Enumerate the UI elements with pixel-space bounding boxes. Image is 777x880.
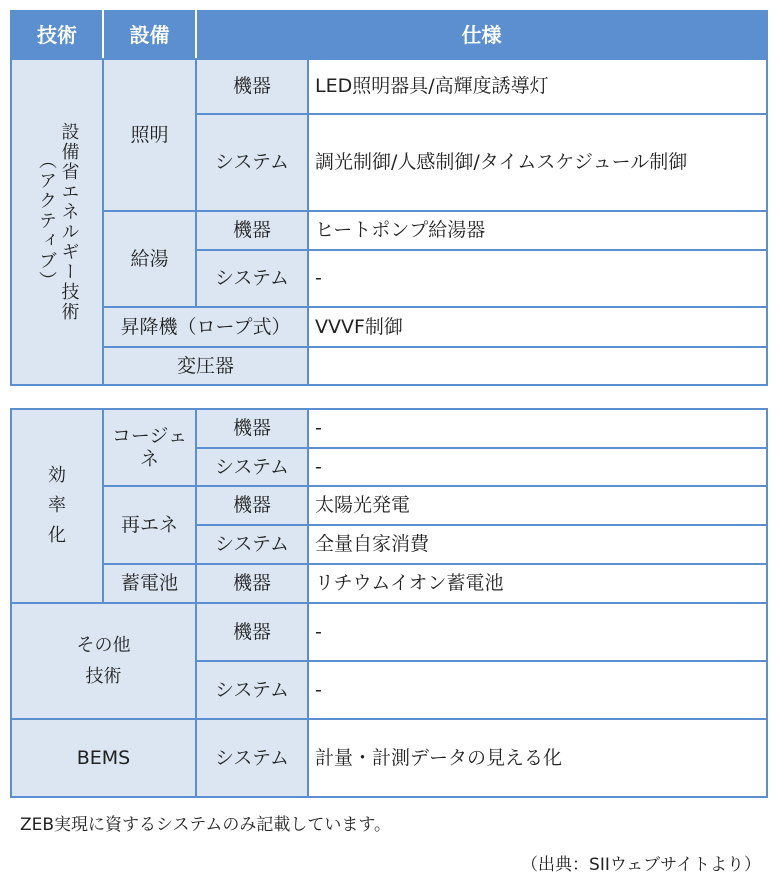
- equip-transformer: 変圧器: [103, 347, 308, 385]
- efficiency-table: [10, 408, 768, 798]
- cogen-system-spec: -: [308, 448, 767, 486]
- header-spec: 仕様: [196, 11, 767, 59]
- hotwater-device-label: 機器: [196, 211, 308, 250]
- battery-device-spec: リチウムイオン蓄電池: [308, 564, 767, 603]
- category-other-cell: [11, 603, 196, 719]
- equip-battery: 蓄電池: [103, 564, 196, 603]
- category-efficiency-cell: [11, 409, 103, 603]
- bems-system-spec: 計量・計測データの見える化: [308, 719, 767, 797]
- efficiency-char-2: 率: [48, 495, 66, 517]
- lighting-system-label: システム: [196, 114, 308, 211]
- hotwater-device-spec: ヒートポンプ給湯器: [308, 211, 767, 250]
- category-active-cell: [11, 59, 103, 385]
- transformer-spec: [308, 347, 767, 385]
- header-tech: 技術: [11, 11, 103, 59]
- hotwater-system-label: システム: [196, 250, 308, 307]
- category-active-sub: （アクティブ）: [36, 151, 57, 291]
- other-device-spec: -: [308, 603, 767, 661]
- elevator-spec: VVVF制御: [308, 307, 767, 347]
- cogen-device-spec: -: [308, 409, 767, 448]
- other-line-2: 技術: [85, 666, 122, 687]
- other-device-label: 機器: [196, 603, 308, 661]
- other-system-spec: -: [308, 661, 767, 719]
- category-active-main: 設備省エネルギー技術: [58, 122, 80, 322]
- bems-system-label: システム: [196, 719, 308, 797]
- hotwater-system-spec: -: [308, 250, 767, 307]
- lighting-system-spec: 調光制御/人感制御/タイムスケジュール制御: [308, 114, 767, 211]
- equip-lighting: 照明: [103, 59, 196, 211]
- cogen-device-label: 機器: [196, 409, 308, 448]
- footnote: ZEB実現に資するシステムのみ記載しています。: [20, 815, 391, 835]
- renew-system-spec: 全量自家消費: [308, 525, 767, 564]
- renew-device-label: 機器: [196, 486, 308, 525]
- header-equip: 設備: [103, 11, 196, 59]
- cogen-system-label: システム: [196, 448, 308, 486]
- equip-cogeneration: コージェネ: [103, 409, 196, 486]
- other-system-label: システム: [196, 661, 308, 719]
- other-line-1: その他: [76, 634, 131, 656]
- equip-hotwater: 給湯: [103, 211, 196, 307]
- lighting-device-label: 機器: [196, 59, 308, 114]
- efficiency-char-1: 効: [48, 465, 66, 487]
- equip-renewable: 再エネ: [103, 486, 196, 564]
- renew-device-spec: 太陽光発電: [308, 486, 767, 525]
- renew-system-label: システム: [196, 525, 308, 564]
- active-tech-table: [10, 10, 768, 386]
- equip-elevator: 昇降機（ロープ式）: [103, 307, 308, 347]
- battery-device-label: 機器: [196, 564, 308, 603]
- category-bems: BEMS: [11, 719, 196, 797]
- source-citation: （出典：SIIウェブサイトより）: [521, 855, 761, 875]
- efficiency-char-3: 化: [48, 524, 66, 546]
- lighting-device-spec: LED照明器具/高輝度誘導灯: [308, 59, 767, 114]
